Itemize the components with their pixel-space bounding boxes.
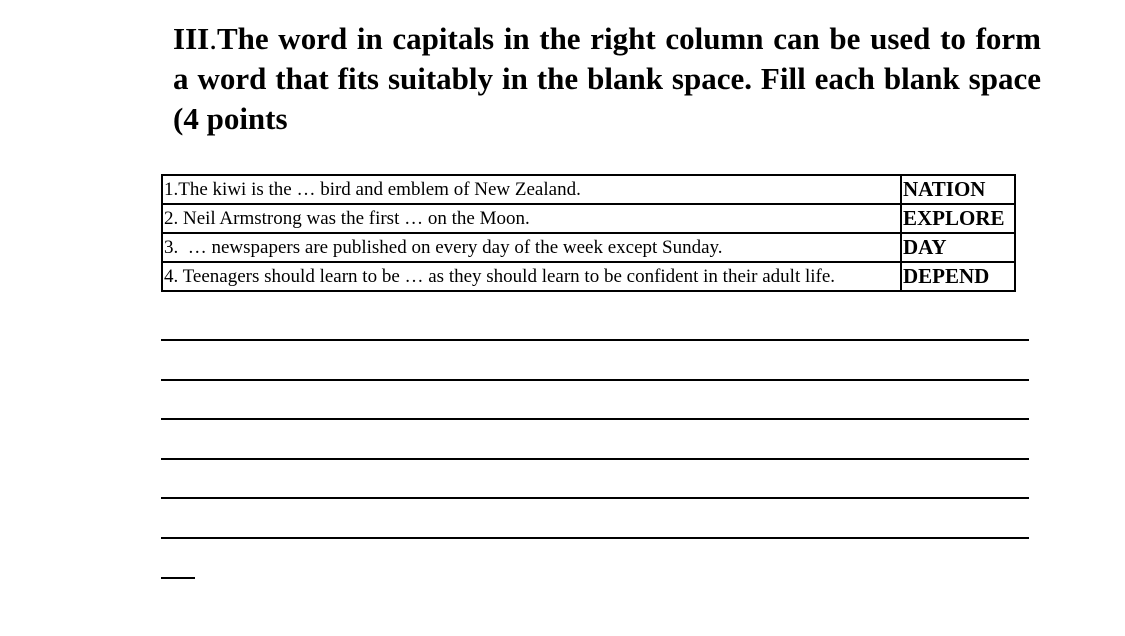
answer-line	[161, 379, 1029, 381]
keyword-cell: DAY	[901, 233, 1015, 262]
exercise-instructions	[173, 19, 1041, 139]
keyword-cell: EXPLORE	[901, 204, 1015, 233]
answer-line	[161, 418, 1029, 420]
sentence-cell: 3. … newspapers are published on every day of the week except Sunday.	[162, 233, 901, 262]
sentence-cell: 2. Neil Armstrong was the first … on the Moon.	[162, 204, 901, 233]
keyword-cell: NATION	[901, 175, 1015, 204]
keyword-cell: DEPEND	[901, 262, 1015, 291]
sentence-cell: 4. Teenagers should learn to be … as they should learn to be confident in their adult life.	[162, 262, 901, 291]
sentence-cell: 1.The kiwi is the … bird and emblem of New Zealand.	[162, 175, 901, 204]
table-row	[162, 233, 1015, 262]
table-row	[162, 262, 1015, 291]
table-row	[162, 204, 1015, 233]
answer-line	[161, 458, 1029, 460]
table-row	[162, 175, 1015, 204]
answer-line	[161, 339, 1029, 341]
word-formation-table	[161, 174, 1016, 292]
answer-line	[161, 497, 1029, 499]
section-number: III	[173, 21, 210, 56]
instructions-text: The word in capitals in the right column can be used to form a word that fits suitably in the blank space. Fill each blank space (4 points	[173, 21, 1041, 136]
answer-line-short	[161, 577, 195, 579]
section-number-dot: .	[209, 21, 217, 56]
answer-line	[161, 537, 1029, 539]
